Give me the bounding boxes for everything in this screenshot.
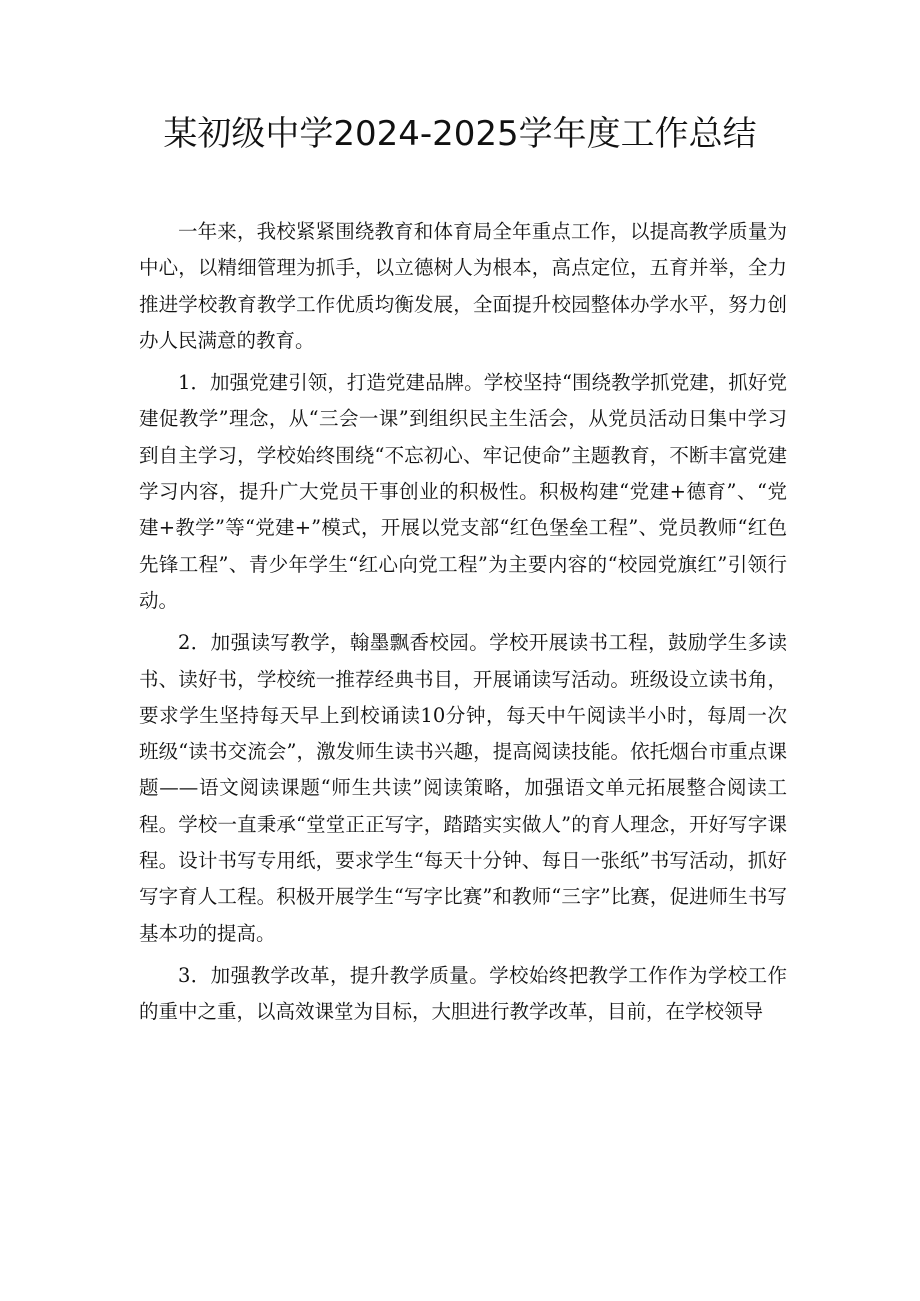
- paragraph-party-building: 1．加强党建引领，打造党建品牌。学校坚持“围绕教学抓党建，抓好党建促教学”理念，从“三会一课”到组织民主生活会，从党员活动日集中学习到自主学习，学校始终围绕“不忘初心、牢记使命”主题教育，不断丰富党建学习内容，提升广大党员干事创业的积极性。积极构建“党建+德育”、“党建+教学”等“党建+”模式，开展以党支部“红色堡垒工程”、党员教师“红色先锋工程”、青少年学生“红心向党工程”为主要内容的“校园党旗红”引领行动。: [139, 371, 787, 612]
- document-title: 某初级中学2024-2025学年度工作总结: [163, 114, 757, 154]
- paragraph-intro: 一年来，我校紧紧围绕教育和体育局全年重点工作，以提高教学质量为中心，以精细管理为抓手，以立德树人为根本，高点定位，五育并举，全力推进学校教育教学工作优质均衡发展，全面提升校园整体办学水平，努力创办人民满意的教育。: [139, 220, 787, 352]
- paragraph-reading-writing: 2．加强读写教学，翰墨飘香校园。学校开展读书工程，鼓励学生多读书、读好书，学校统一推荐经典书目，开展诵读写活动。班级设立读书角，要求学生坚持每天早上到校诵读10分钟，每天中午阅读半小时，每周一次班级“读书交流会”，激发师生读书兴趣，提高阅读技能。依托烟台市重点课题——语文阅读课题“师生共读”阅读策略，加强语文单元拓展整合阅读工程。学校一直秉承“堂堂正正写字，踏踏实实做人”的育人理念，开好写字课程。设计书写专用纸，要求学生“每天十分钟、每日一张纸”书写活动，抓好写字育人工程。积极开展学生“写字比赛”和教师“三字”比赛，促进师生书写基本功的提高。: [139, 631, 787, 945]
- document-body: [139, 214, 787, 1037]
- paragraph-teaching-reform: 3．加强教学改革，提升教学质量。学校始终把教学工作作为学校工作的重中之重，以高效课堂为目标，大胆进行教学改革，目前，在学校领导: [139, 963, 787, 1024]
